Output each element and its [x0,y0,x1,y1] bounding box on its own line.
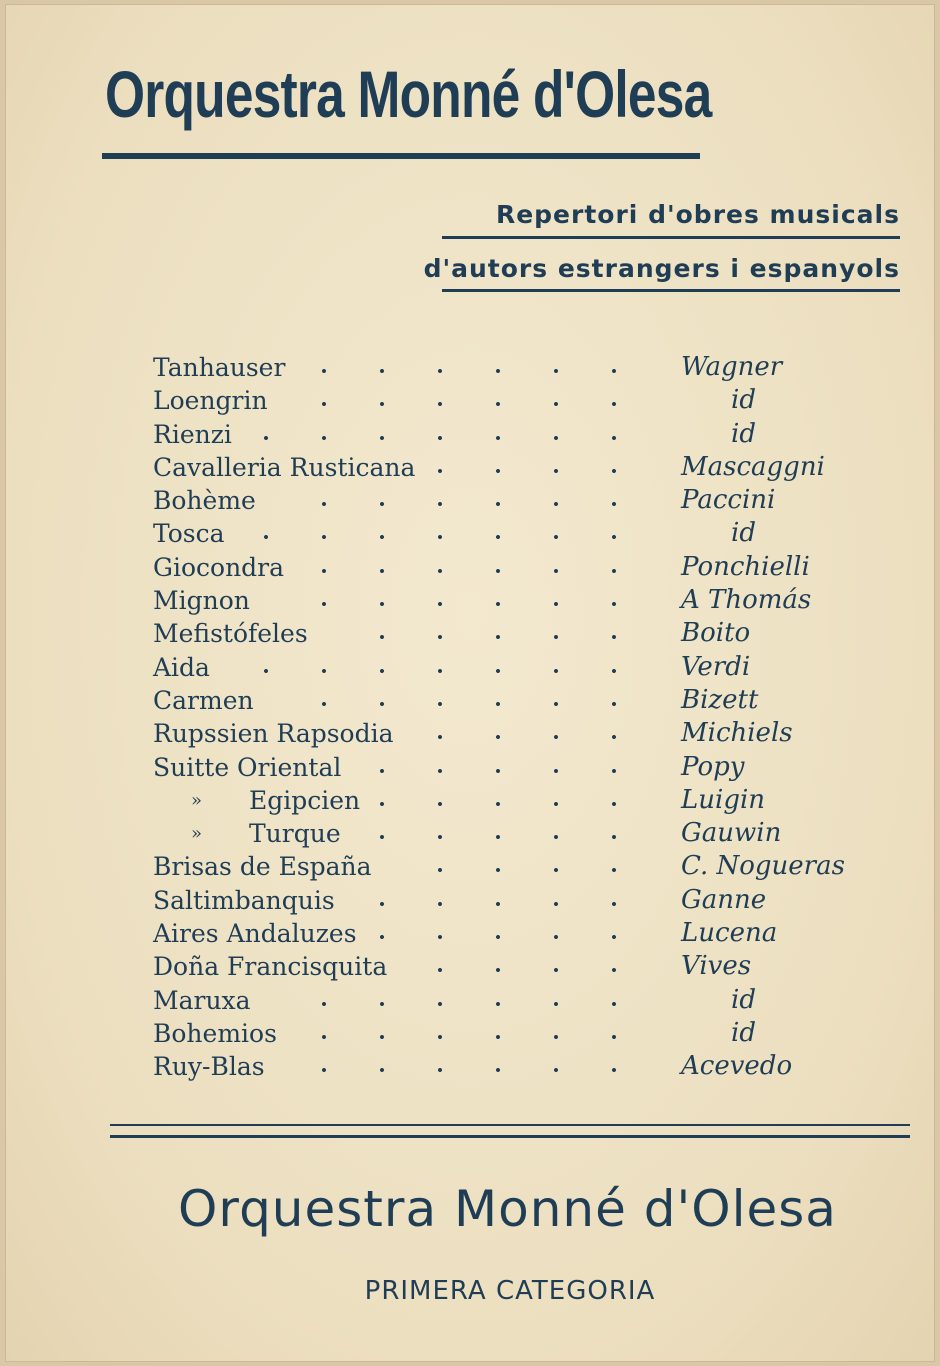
work-title: Maruxa [153,985,251,1015]
work-title: Suitte Oriental [153,752,342,782]
composer-name: Ponchielli [681,551,810,582]
dot-leaders [252,436,653,440]
dot-leaders [355,902,653,906]
composer-name: Luigin [681,784,766,815]
dot-leaders [380,802,653,806]
work-title: Mignon [153,586,250,616]
list-item [153,984,873,1017]
composer-name: Bizett [681,684,759,715]
repertoire-list [153,351,873,1084]
dot-leaders [245,535,653,539]
list-item [153,1017,873,1050]
dot-leaders [297,1035,653,1039]
divider-rule-bottom [110,1135,910,1138]
work-title: Loengrin [153,386,268,416]
dot-leaders [407,968,653,972]
composer-name: Mascaggni [681,451,825,482]
list-item [153,817,873,850]
list-item [153,517,873,550]
composer-name: A Thomás [681,585,812,616]
work-title: Aires Andaluzes [153,919,357,949]
composer-name: id [731,1017,756,1048]
dot-leaders [435,469,653,473]
work-title: Giocondra [153,552,285,582]
work-title: Carmen [153,685,254,715]
composer-name: Michiels [681,718,793,749]
list-item [153,651,873,684]
list-item [153,384,873,417]
composer-name: Vives [681,951,752,982]
dot-leaders [288,402,653,406]
list-item [153,418,873,451]
work-title: Aida [153,652,210,682]
dot-leaders [270,602,653,606]
dot-leaders [305,369,653,373]
work-title: Egipcien [249,785,361,815]
list-item [153,717,873,750]
work-title: Mefistófeles [153,619,308,649]
work-title: Ruy-Blas [153,1052,265,1082]
list-item [153,584,873,617]
composer-name: Ganne [681,884,767,915]
dot-leaders [285,1068,653,1072]
dot-leaders [271,1002,653,1006]
work-title: Tanhauser [153,353,286,382]
work-title: Brisas de España [153,852,372,882]
work-title: Cavalleria Rusticana [153,452,416,482]
work-title: Saltimbanquis [153,885,335,915]
dot-leaders [414,735,653,739]
work-title: Rienzi [153,419,232,449]
composer-name: id [731,385,756,416]
list-item [153,351,873,384]
dot-leaders [392,868,653,872]
dot-leaders [328,635,653,639]
list-item [153,484,873,517]
footer-title: Orquestra Monné d'Olesa [178,1180,837,1238]
list-item [153,884,873,917]
dot-leaders [274,702,653,706]
subtitle-underline-2 [442,289,900,292]
work-title: Turque [249,819,341,849]
composer-name: Popy [681,751,745,782]
subtitle-line-1: Repertori d'obres musicals [495,200,900,229]
composer-name: Acevedo [681,1051,793,1082]
dot-leaders [304,569,653,573]
dot-leaders [276,502,653,506]
list-item [153,617,873,650]
divider-rule-top [110,1124,910,1126]
page-title: Orquestra Monné d'Olesa [105,57,712,131]
composer-name: Boito [681,618,751,649]
subtitle-line-2: d'autors estrangers i espanyols [423,254,900,283]
list-item [153,1050,873,1083]
list-item [153,451,873,484]
list-item [153,850,873,883]
composer-name: Paccini [681,485,776,516]
title-underline [102,153,700,159]
dot-leaders [361,769,653,773]
composer-name: C. Nogueras [681,851,845,882]
dot-leaders [361,835,653,839]
list-item [153,684,873,717]
list-item [153,784,873,817]
dot-leaders [230,669,653,673]
footer-category: PRIMERA CATEGORIA [364,1276,656,1306]
work-title: Bohemios [153,1018,277,1048]
list-item [153,950,873,983]
work-title: Rupssien Rapsodia [153,719,394,749]
composer-name: Lucena [681,918,778,949]
composer-name: Wagner [681,352,783,382]
list-item [153,751,873,784]
ditto-mark: » [191,789,203,811]
composer-name: Gauwin [681,818,782,849]
work-title: Doña Francisquita [153,952,388,982]
composer-name: id [731,518,756,549]
dot-leaders [377,935,653,939]
composer-name: id [731,418,756,449]
subtitle-underline-1 [442,236,900,239]
composer-name: Verdi [681,651,751,682]
composer-name: id [731,984,756,1015]
work-title: Tosca [153,519,225,549]
work-title: Bohème [153,486,256,516]
ditto-mark: » [191,823,203,845]
list-item [153,551,873,584]
list-item [153,917,873,950]
